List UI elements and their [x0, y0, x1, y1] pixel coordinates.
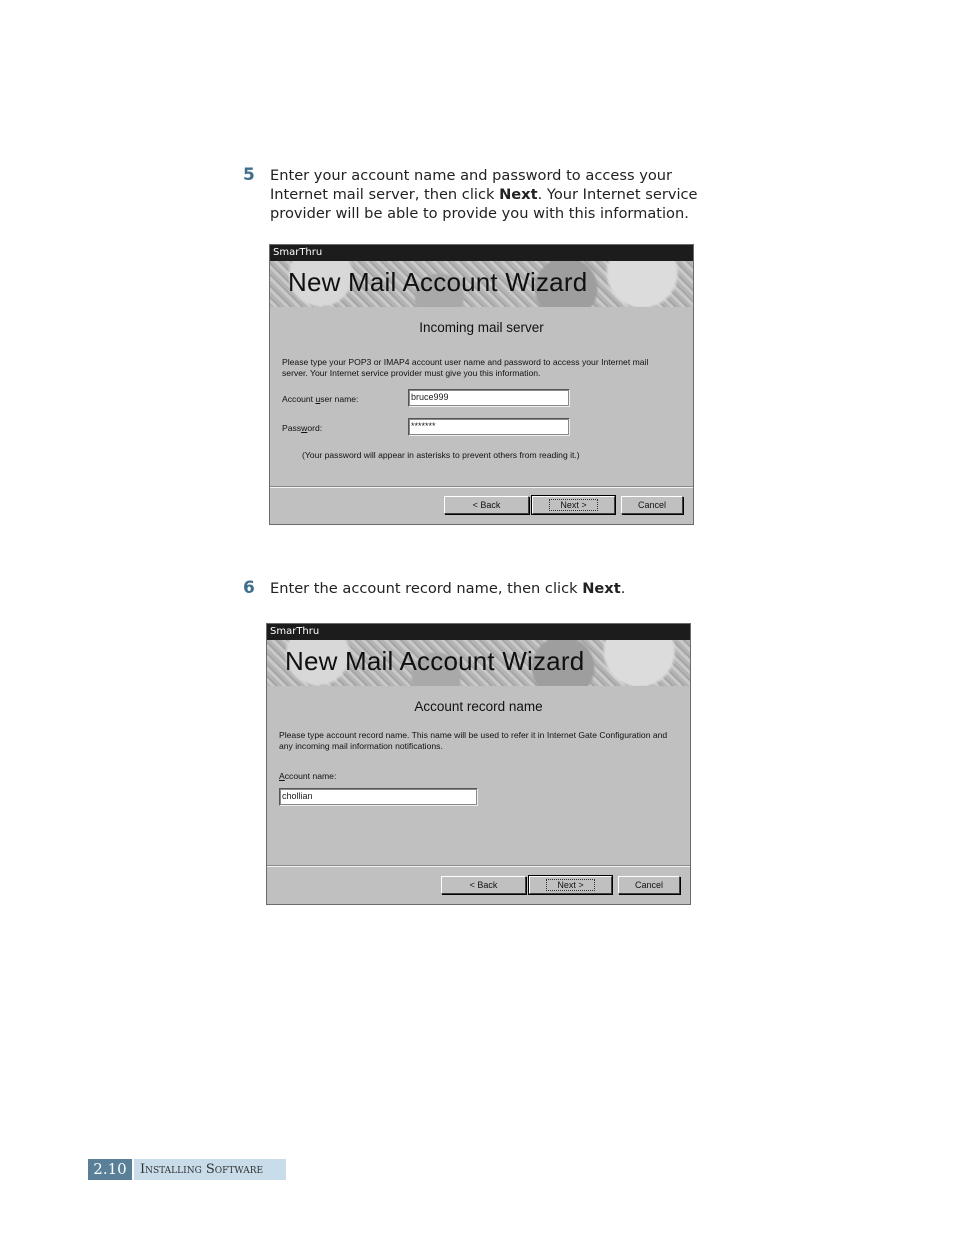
step-instruction: Enter your account name and password to access your Internet mail server, then click Next. Your Internet service provider will be able to provide you with this information. [270, 167, 698, 222]
next-button[interactable]: Next > [529, 876, 612, 894]
account-name-input[interactable]: chollian [279, 788, 478, 806]
back-button[interactable]: < Back [441, 876, 526, 894]
step-instruction: Enter the account record name, then click Next. [270, 580, 626, 597]
window-title-bar: SmarThru [267, 624, 690, 640]
back-button[interactable]: < Back [444, 496, 529, 514]
wizard-dialog-incoming-mail [269, 244, 694, 525]
wizard-banner [267, 640, 690, 686]
section-title: Account record name [414, 699, 543, 714]
section-footer-title: Installing Software [134, 1159, 286, 1180]
section-title: Incoming mail server [419, 320, 544, 335]
description-text: Please type your POP3 or IMAP4 account user name and password to access your Internet mail server. Your Internet service provider must give you this information. [282, 357, 649, 378]
account-user-name-label: Account user name: [282, 394, 359, 404]
banner-title: New Mail Account Wizard [288, 267, 588, 297]
account-name-label: Account name: [279, 771, 337, 781]
wizard-banner [270, 261, 693, 307]
account-user-name-input[interactable]: bruce999 [408, 389, 570, 407]
step-number: 6 [243, 578, 255, 598]
wizard-dialog-account-record [266, 623, 691, 905]
step-number: 5 [243, 165, 255, 185]
password-input[interactable]: ******* [408, 418, 570, 436]
next-button[interactable]: Next > [532, 496, 615, 514]
password-note: (Your password will appear in asterisks to prevent others from reading it.) [302, 450, 580, 460]
description-text: Please type account record name. This name will be used to refer it in Internet Gate Configuration and any incoming mail information notifications. [279, 730, 668, 751]
window-title-bar: SmarThru [270, 245, 693, 261]
page-number: 2.10 [88, 1159, 132, 1180]
banner-title: New Mail Account Wizard [285, 646, 585, 676]
separator [270, 486, 693, 488]
password-label: Password: [282, 423, 323, 433]
cancel-button[interactable]: Cancel [618, 876, 680, 894]
separator [267, 865, 690, 867]
cancel-button[interactable]: Cancel [621, 496, 683, 514]
